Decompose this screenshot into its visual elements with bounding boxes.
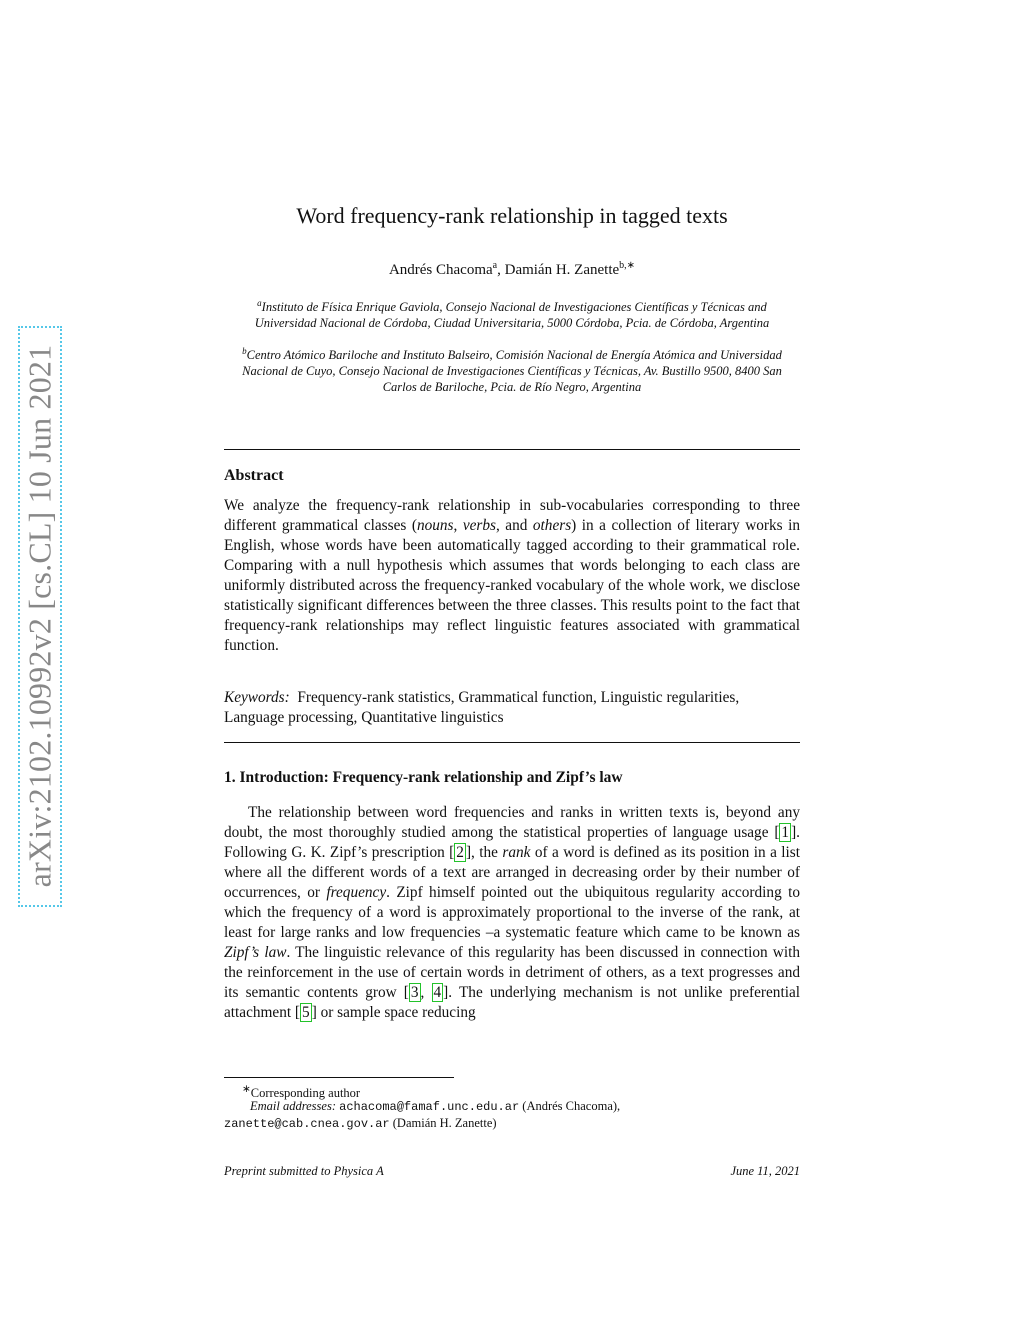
body-text: ]. Following G. K. Zipf’s prescription [ (224, 824, 800, 861)
abstract-text-part: ) in a collection of literary works in English, whose words have been automatically tagged according to their grammatical role. Comparing with a null hypothesis which assumes that words belonging to each class are uniformly distributed across the frequency-ranked vocabulary of the whole work, we disclose statistically significant differences between the three classes. This results point to the fact that frequency-rank relationships may reflect linguistic features associated with grammatical function. (224, 517, 801, 654)
author-name: Damián H. Zanette (504, 262, 620, 278)
body-text: ], the (465, 844, 503, 861)
author-affil-mark: b,∗ (619, 260, 636, 271)
body-text: The relationship between word frequencies and ranks in written texts is, beyond any doubt, the most thoroughly studied among the statistical properties of language usage [ (224, 804, 800, 841)
footnote-emails (224, 1098, 800, 1132)
abstract-emphasis: verbs (462, 517, 496, 534)
arxiv-identifier[interactable]: arXiv:2102.10992v2 [cs.CL] 10 Jun 2021 (21, 344, 58, 888)
abstract-emphasis: others (532, 517, 572, 534)
body-emphasis: frequency (326, 884, 387, 901)
body-text: . The linguistic relevance of this regularity has been discussed in connection with the reinforcement in the use of certain words in detriment of others, as a text progresses and its semantic contents grow [ (224, 944, 801, 1001)
affiliation-b (226, 343, 798, 395)
email-link[interactable]: achacoma@famaf.unc.edu.ar (339, 1100, 520, 1114)
footer-date: June 11, 2021 (730, 1164, 800, 1178)
citation-link[interactable]: 1 (781, 824, 790, 841)
introduction-paragraph (224, 803, 800, 1023)
section-heading: 1. Introduction: Frequency-rank relationship and Zipf’s law (224, 769, 623, 786)
keywords-text: Frequency-rank statistics, Grammatical function, Linguistic regularities, Language processing, Quantitative linguistics (224, 689, 740, 726)
citation-link[interactable]: 2 (456, 844, 464, 861)
citation-link[interactable]: 4 (433, 984, 442, 1001)
keywords-label: Keywords: (224, 689, 290, 706)
arxiv-stamp (18, 326, 62, 907)
citation-link[interactable]: 3 (410, 984, 419, 1001)
email-owner: (Andrés Chacoma), (519, 1099, 621, 1113)
citation-link[interactable]: 5 (302, 1004, 310, 1021)
abstract-text-part: , (453, 517, 463, 534)
body-text: ]. The underlying mechanism is not unlike preferential attachment [ (224, 984, 800, 1021)
footer-preprint-note: Preprint submitted to Physica A (224, 1164, 384, 1178)
affiliation-text: Centro Atómico Bariloche and Instituto Balseiro, Comisión Nacional de Energía Atómica and Universidad Nacional de Cuyo, Consejo Nacional de Investigaciones Científicas y Técnicas, Av. Bustillo 9500, 8400 San Carlos de Bariloche, Pcia. de Río Negro, Argentina (242, 348, 782, 395)
abstract-text-part: We analyze the frequency-rank relationship in sub-vocabularies corresponding to three different grammatical classes ( (224, 497, 800, 534)
page-footer (224, 1164, 800, 1179)
body-emphasis: Zipf’s law (224, 944, 287, 961)
email-owner: (Damián H. Zanette) (389, 1116, 497, 1130)
affiliation-mark: b (242, 346, 247, 356)
email-link[interactable]: zanette@cab.cnea.gov.ar (224, 1117, 390, 1131)
abstract-top-rule (224, 449, 800, 450)
body-text: of a word is defined as its position in a list where all the different words of a text are arranged in decreasing order by their number of occurrences, or (224, 844, 800, 901)
body-text: . Zipf himself pointed out the ubiquitous regularity according to which the frequency of a word is approximately proportional to the inverse of the rank, at least for large ranks and low frequencies –a systematic feature which came to be known as (224, 884, 801, 941)
abstract-text-part: , and (495, 517, 533, 534)
abstract-text (224, 496, 800, 656)
body-text: ] or sample space reducing (311, 1004, 476, 1021)
paper-title: Word frequency-rank relationship in tagged texts (296, 203, 728, 228)
affiliation-a (226, 295, 798, 331)
abstract-emphasis: nouns (416, 517, 454, 534)
body-text: , (420, 984, 432, 1001)
affiliation-mark: a (257, 298, 262, 308)
author-list (0, 260, 1024, 279)
keywords (224, 688, 800, 728)
affiliation-text: Instituto de Física Enrique Gaviola, Consejo Nacional de Investigaciones Científicas y Técnicas and Universidad Nacional de Córdoba, Ciudad Universitaria, 5000 Córdoba, Pcia. de Córdoba, Argentina (254, 300, 770, 331)
author-separator: , (497, 262, 505, 278)
abstract-heading: Abstract (224, 467, 284, 484)
body-emphasis: rank (502, 844, 531, 861)
footnote-rule (224, 1077, 454, 1078)
author-name: Andrés Chacoma (388, 262, 493, 278)
abstract-bottom-rule (224, 742, 800, 743)
footnote-text: Corresponding author (250, 1086, 361, 1101)
email-label: Email addresses: (250, 1099, 336, 1113)
author-affil-mark: a (492, 260, 498, 271)
footnote-mark: ∗ (242, 1084, 251, 1095)
